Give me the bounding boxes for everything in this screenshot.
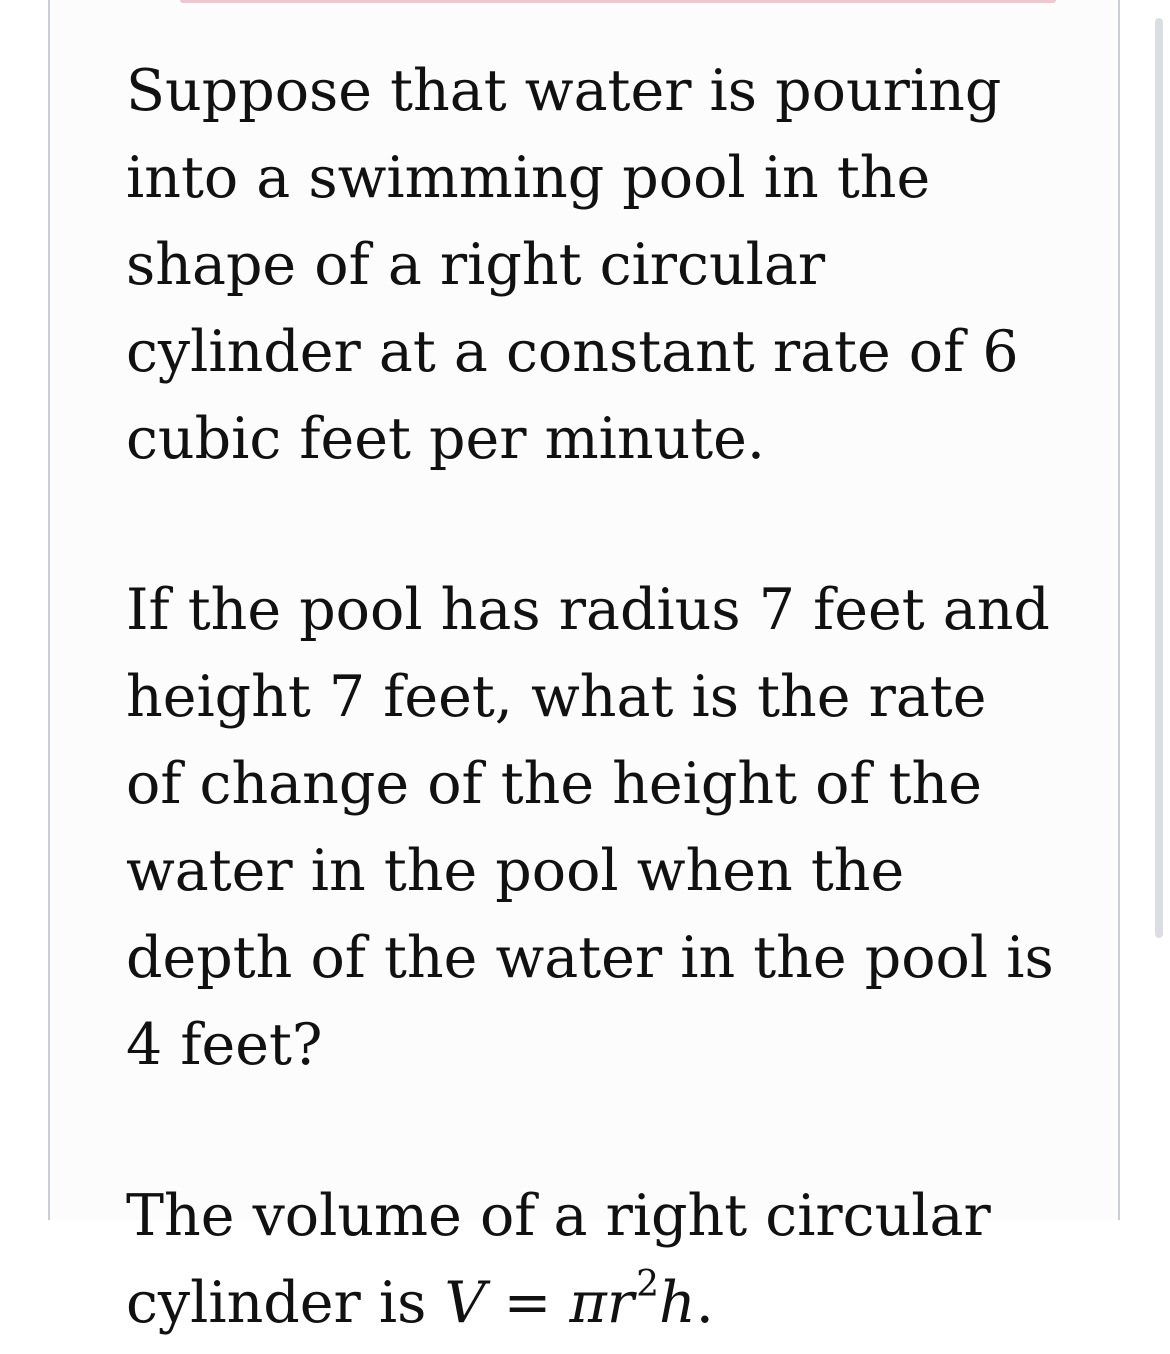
p2-text-b: feet and height — [126, 577, 1050, 730]
p1-text-b: cubic feet per minute. — [126, 406, 766, 472]
problem-paragraph-3 — [126, 1173, 1056, 1354]
height-value: 7 — [328, 664, 366, 730]
card-top-accent — [180, 0, 1056, 3]
formula-height-symbol: h — [659, 1270, 696, 1336]
p2-text-a: If the pool has radius — [126, 577, 759, 643]
problem-paragraph-2 — [126, 567, 1056, 1089]
radius-value: 7 — [758, 577, 796, 643]
p3-text-a: The volume of a right circular cylinder is — [126, 1183, 991, 1336]
formula-exponent: 2 — [636, 1264, 660, 1305]
formula-volume-symbol: V — [444, 1270, 486, 1336]
p1-text-a: Suppose that water is pouring into a swimming pool in the shape of a right circular cylinder at a constant rate of — [126, 58, 1002, 385]
p2-text-c: feet, what is the rate of change of the height of the water in the pool when the depth of the water in the pool is — [126, 664, 1054, 991]
problem-paragraph-1 — [126, 48, 1056, 483]
depth-value: 4 — [126, 1012, 163, 1078]
formula-equals: = — [503, 1270, 552, 1336]
flow-rate-value: 6 — [982, 319, 1019, 385]
problem-text — [126, 48, 1056, 1354]
formula-period: . — [695, 1270, 714, 1336]
vertical-scrollbar[interactable] — [1155, 18, 1163, 938]
p2-text-d: feet? — [162, 1012, 323, 1078]
formula-pi-r: πr — [569, 1270, 635, 1336]
